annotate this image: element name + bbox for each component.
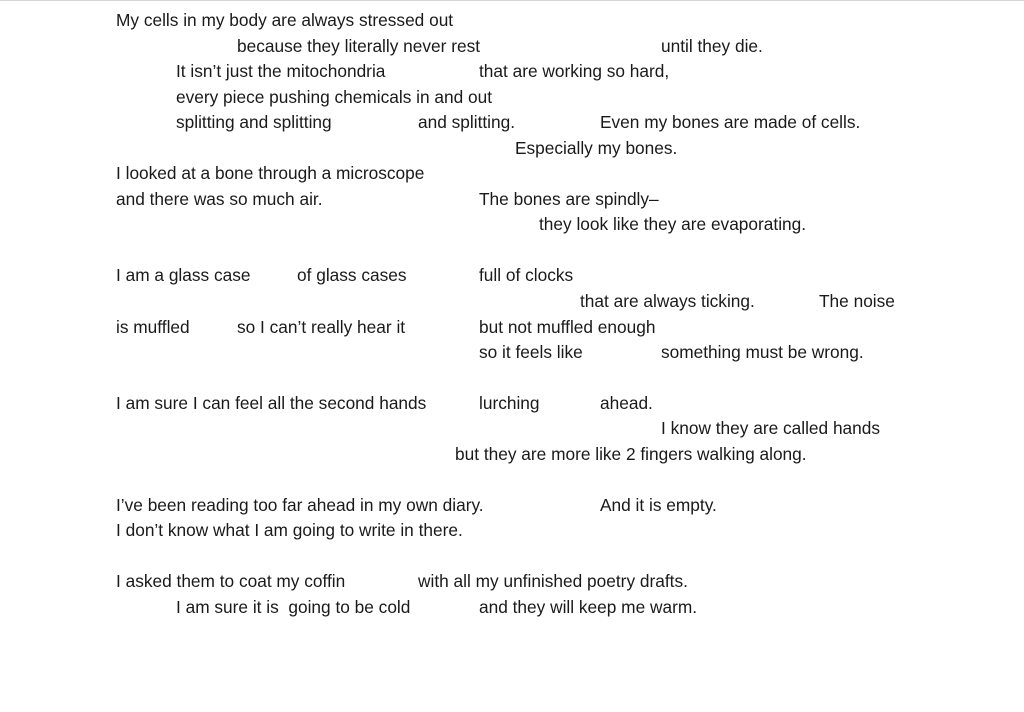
poem-line-2-a: because they literally never rest xyxy=(237,36,481,56)
poem-line-12-c: but not muffled enough xyxy=(479,317,656,337)
poem-line-11-a: that are always ticking. xyxy=(580,291,755,311)
poem-line-16-a: but they are more like 2 fingers walking along. xyxy=(455,444,807,464)
poem-line-18-a: I don’t know what I am going to write in there. xyxy=(116,520,463,540)
poem-line-10-c: full of clocks xyxy=(479,265,574,285)
poem-line-8-b: The bones are spindly– xyxy=(479,189,659,209)
poem-line-7-a: I looked at a bone through a microscope xyxy=(116,163,425,183)
poem-line-4-a: every piece pushing chemicals in and out xyxy=(176,87,493,107)
poem-line-12-b: so I can’t really hear it xyxy=(237,317,406,337)
poem-line-3-a: It isn’t just the mitochondria xyxy=(176,61,386,81)
poem-line-1-a: My cells in my body are always stressed out xyxy=(116,10,454,30)
poem-line-14-b: lurching xyxy=(479,393,540,413)
poem-line-8-a: and there was so much air. xyxy=(116,189,323,209)
poem-line-15-a: I know they are called hands xyxy=(661,418,881,438)
poem-line-6-a: Especially my bones. xyxy=(515,138,678,158)
poem-line-2-b: until they die. xyxy=(661,36,763,56)
poem-line-19-a: I asked them to coat my coffin xyxy=(116,571,346,591)
poem-line-19-b: with all my unfinished poetry drafts. xyxy=(418,571,688,591)
poem-line-14-c: ahead. xyxy=(600,393,653,413)
poem-line-13-a: so it feels like xyxy=(479,342,583,362)
poem-line-17-a: I’ve been reading too far ahead in my own diary. xyxy=(116,495,484,515)
poem-line-9-a: they look like they are evaporating. xyxy=(539,214,807,234)
poem-line-12-a: is muffled xyxy=(116,317,190,337)
poem-line-20-a: I am sure it is going to be cold xyxy=(176,597,411,617)
poem-line-17-b: And it is empty. xyxy=(600,495,717,515)
poem-line-20-b: and they will keep me warm. xyxy=(479,597,698,617)
poem-line-13-b: something must be wrong. xyxy=(661,342,864,362)
poem-line-14-a: I am sure I can feel all the second hands xyxy=(116,393,427,413)
poem-line-5-b: and splitting. xyxy=(418,112,516,132)
poem-line-11-b: The noise xyxy=(819,291,895,311)
poem-line-5-c: Even my bones are made of cells. xyxy=(600,112,861,132)
poem-line-10-b: of glass cases xyxy=(297,265,407,285)
poem-line-3-b: that are working so hard, xyxy=(479,61,670,81)
poem-line-10-a: I am a glass case xyxy=(116,265,251,285)
poem-line-5-a: splitting and splitting xyxy=(176,112,332,132)
